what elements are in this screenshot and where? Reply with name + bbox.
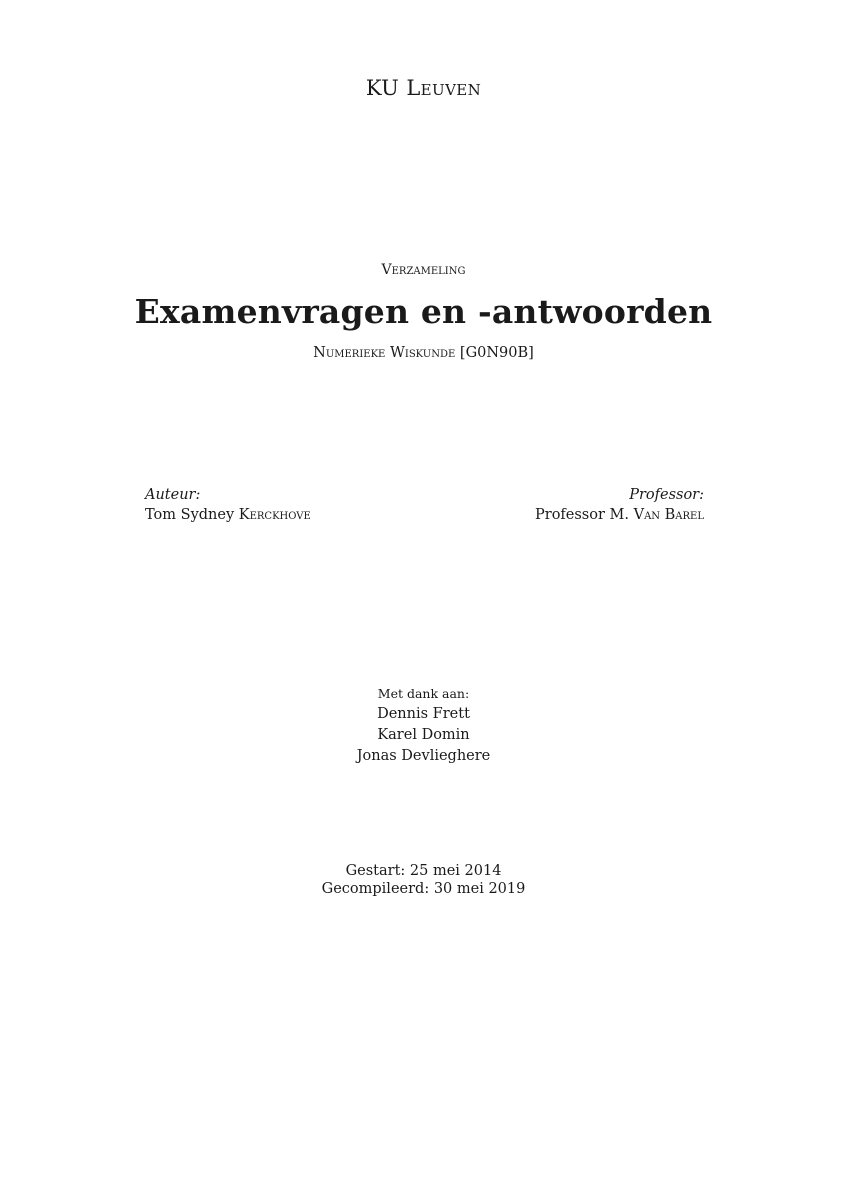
acknowledgements bbox=[0, 683, 847, 767]
professor-role: Professor: bbox=[629, 487, 704, 503]
start-date: Gestart: 25 mei 2014 bbox=[345, 863, 502, 879]
professor-block bbox=[535, 485, 704, 525]
course-line bbox=[0, 345, 847, 361]
professor-prefix: Professor M. bbox=[535, 507, 629, 523]
author-last-name: Kerckhove bbox=[238, 507, 311, 523]
professor-name bbox=[535, 505, 704, 525]
acknowledged-person: Jonas Devlieghere bbox=[356, 748, 491, 764]
dates-block bbox=[0, 862, 847, 898]
acknowledged-person: Karel Domin bbox=[377, 727, 470, 743]
compiled-date: Gecompileerd: 30 mei 2019 bbox=[321, 881, 526, 897]
collection-label: Verzameling bbox=[381, 262, 466, 278]
author-name bbox=[145, 505, 311, 525]
acknowledged-person: Dennis Frett bbox=[377, 706, 470, 722]
author-block bbox=[145, 485, 311, 525]
author-first-names: Tom Sydney bbox=[145, 507, 235, 523]
acknowledgements-label: Met dank aan: bbox=[377, 686, 470, 701]
university-name: KU Leuven bbox=[365, 76, 482, 100]
author-role: Auteur: bbox=[145, 487, 201, 503]
course-name: Numerieke Wiskunde bbox=[313, 345, 456, 361]
course-code: [G0N90B] bbox=[459, 345, 534, 361]
document-title: Examenvragen en -antwoorden bbox=[134, 292, 713, 331]
professor-last-name: Van Barel bbox=[633, 507, 704, 523]
